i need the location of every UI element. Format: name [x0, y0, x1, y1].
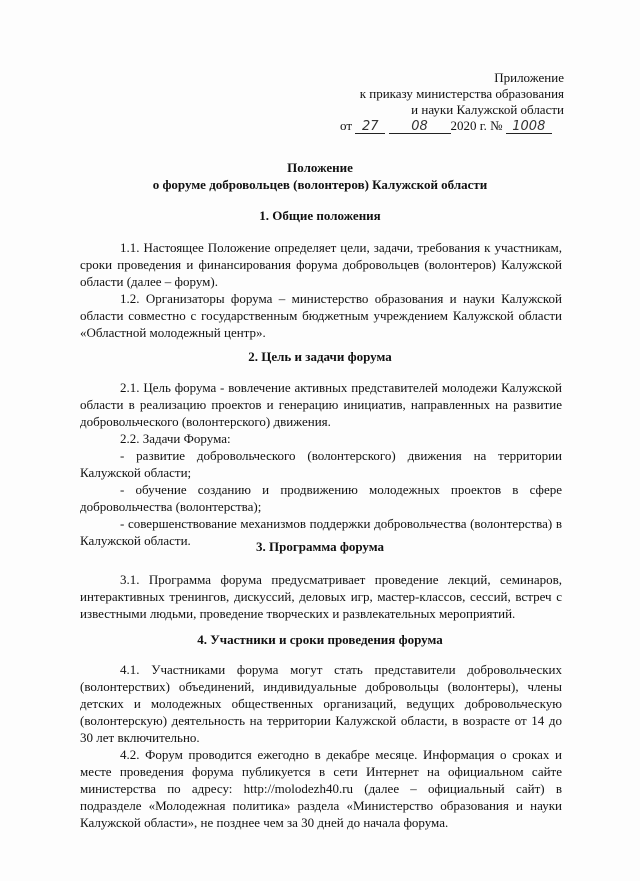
date-from-label: от: [340, 118, 353, 133]
paragraph-2-2: 2.2. Задачи Форума:: [120, 431, 231, 446]
section-3-body: [80, 571, 562, 622]
section-1-heading: 1. Общие положения: [259, 208, 381, 223]
section-4-heading: 4. Участники и сроки проведения форума: [197, 632, 443, 647]
paragraph-4-2: 4.2. Форум проводится ежегодно в декабре месяце. Информация о сроках и месте проведения форума публикуется в сети Интернет на официальном сайте министерства по адресу: http://molodezh40.ru (далее – официальный сайт) в подразделе «Молодежная политика» раздела «Министерство образования и науки Калужской области», не позднее чем за 30 дней до начала форума.: [80, 747, 562, 830]
header-appendix: Приложение: [494, 70, 564, 85]
section-4-body: [80, 661, 562, 831]
doc-subtitle: о форуме добровольцев (волонтеров) Калужской области: [152, 177, 488, 192]
header-ministry: и науки Калужской области: [411, 102, 564, 117]
section-2-body: [80, 379, 562, 549]
paragraph-1-1: 1.1. Настоящее Положение определяет цели, задачи, требования к участникам, сроки проведения и финансирования форума добровольцев (волонтеров) Калужской области (далее – форум).: [80, 240, 562, 289]
doc-title: Положение: [287, 160, 353, 175]
task-3: - совершенствование механизмов поддержки добровольчества (волонтерства) в Калужской области.: [80, 516, 562, 548]
date-month: 08: [411, 119, 428, 134]
date-month-field: [389, 118, 451, 134]
paragraph-1-2: 1.2. Организаторы форума – министерство образования и науки Калужской области совместно с государственным бюджетным учреждением Калужской области «Областной молодежный центр».: [80, 291, 562, 340]
number-label: №: [490, 118, 503, 133]
order-number: 1008: [512, 119, 546, 134]
section-1-body: [80, 239, 562, 341]
date-day: 27: [361, 119, 379, 134]
section-2-heading: 2. Цель и задачи форума: [248, 349, 392, 364]
header-order-ref: к приказу министерства образования: [359, 86, 564, 101]
paragraph-2-1: 2.1. Цель форума - вовлечение активных представителей молодежи Калужской области в реализацию проектов и генерацию инициатив, направленных на развитие добровольческого (волонтерского) движения.: [80, 380, 562, 429]
task-1: - развитие добровольческого (волонтерского) движения на территории Калужской области;: [80, 448, 562, 480]
date-year: 2020 г.: [450, 118, 487, 133]
date-day-field: [355, 118, 385, 134]
section-3-heading: 3. Программа форума: [256, 539, 384, 554]
header-date-number: [340, 118, 552, 134]
task-2: - обучение созданию и продвижению молодежных проектов в сфере добровольчества (волонтерства);: [80, 482, 562, 514]
paragraph-3-1: 3.1. Программа форума предусматривает проведение лекций, семинаров, интерактивных тренингов, дискуссий, деловых игр, мастер-классов, сессий, встреч с известными людьми, проведение творческих и развлекательных мероприятий.: [80, 572, 562, 621]
paragraph-4-1: 4.1. Участниками форума могут стать представители добровольческих (волонтерствих) объединений, индивидуальные добровольцы (волонтеры), члены детских и молодежных общественных организаций, ведущих добровольческую (волонтерскую) деятельность на территории Калужской области, в возрасте от 14 до 30 лет включительно.: [80, 662, 562, 745]
order-number-field: [506, 118, 552, 134]
